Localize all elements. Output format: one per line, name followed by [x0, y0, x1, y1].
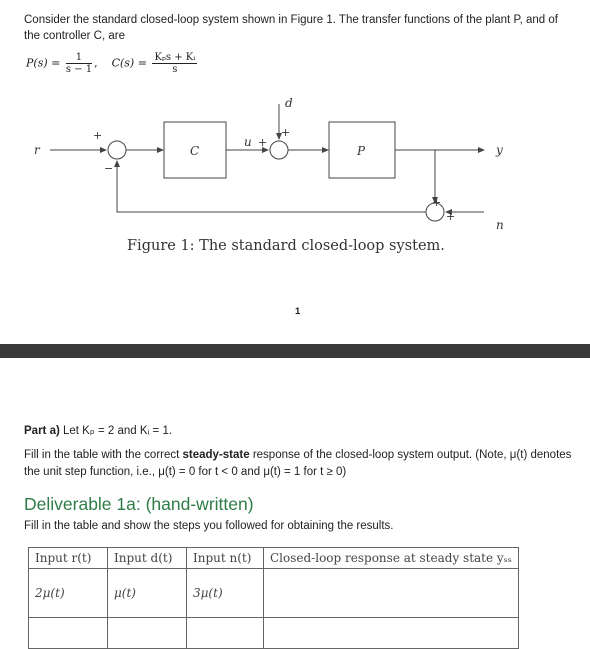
p-numerator: 1 [66, 52, 92, 64]
table-header: Input n(t) [187, 548, 264, 569]
label-C: C [190, 144, 200, 158]
summing-junction-1 [108, 141, 126, 159]
part-a-label: Part a) [24, 425, 60, 437]
fill-instruction-pre: Fill in the table with the correct [24, 449, 183, 461]
fill-instruction-bold: steady-state [182, 449, 250, 461]
deliverable-title: Deliverable 1a: (hand-written) [24, 494, 254, 514]
p-fraction [66, 52, 92, 75]
table-cell [29, 618, 108, 649]
fill-instruction-post: response of the closed-loop system output. (Note, μ(t) denotes the unit step function, i.e., μ(t) = 0 for t < 0 and μ(t) = 1 for t ≥ 0) [24, 449, 572, 478]
table-cell: 2μ(t) [29, 569, 108, 618]
p-denominator: s − 1 [65, 64, 93, 75]
c-numerator: Kₚs + Kᵢ [154, 52, 196, 63]
table-cell [187, 618, 264, 649]
deliverable-instruction: Fill in the table and show the steps you followed for obtaining the results. [24, 520, 394, 532]
table-header: Closed-loop response at steady state yₛₛ [264, 548, 519, 569]
label-y: y [496, 143, 503, 157]
label-plus-1: + [93, 129, 103, 142]
block-diagram [0, 90, 590, 230]
c-lhs: C(s) = [111, 56, 147, 70]
label-plus-2: + [258, 136, 268, 149]
table-row [29, 618, 519, 649]
transfer-functions [26, 52, 199, 75]
figure-caption: Figure 1: The standard closed-loop system. [127, 238, 445, 254]
table-cell-answer[interactable] [264, 569, 519, 618]
fill-instruction [24, 447, 576, 481]
part-a [24, 423, 172, 437]
page-number: 1 [295, 306, 301, 317]
label-d: d [285, 96, 293, 110]
label-u: u [244, 135, 252, 149]
c-fraction [152, 52, 197, 75]
label-P: P [357, 144, 366, 158]
label-plus-3: + [281, 126, 291, 139]
page-separator-band [0, 344, 590, 358]
table-cell: 3μ(t) [187, 569, 264, 618]
eq-separator: , [94, 56, 98, 70]
table-cell-answer[interactable] [264, 618, 519, 649]
summing-junction-2 [270, 141, 288, 159]
table-header: Input d(t) [108, 548, 187, 569]
c-denominator: s [172, 64, 178, 75]
table-cell: μ(t) [108, 569, 187, 618]
label-minus-1: − [104, 162, 114, 175]
table-header-row [29, 548, 519, 569]
table-header: Input r(t) [29, 548, 108, 569]
table-row [29, 569, 519, 618]
label-plus-4: + [432, 196, 442, 209]
label-r: r [34, 143, 40, 157]
label-plus-5: + [446, 210, 456, 223]
p-lhs: P(s) = [26, 56, 61, 70]
part-a-text: Let Kₚ = 2 and Kᵢ = 1. [63, 425, 173, 437]
label-n: n [496, 218, 504, 230]
intro-text: Consider the standard closed-loop system shown in Figure 1. The transfer functions of the plant P, and of the controller C, are [24, 14, 558, 42]
table-cell [108, 618, 187, 649]
